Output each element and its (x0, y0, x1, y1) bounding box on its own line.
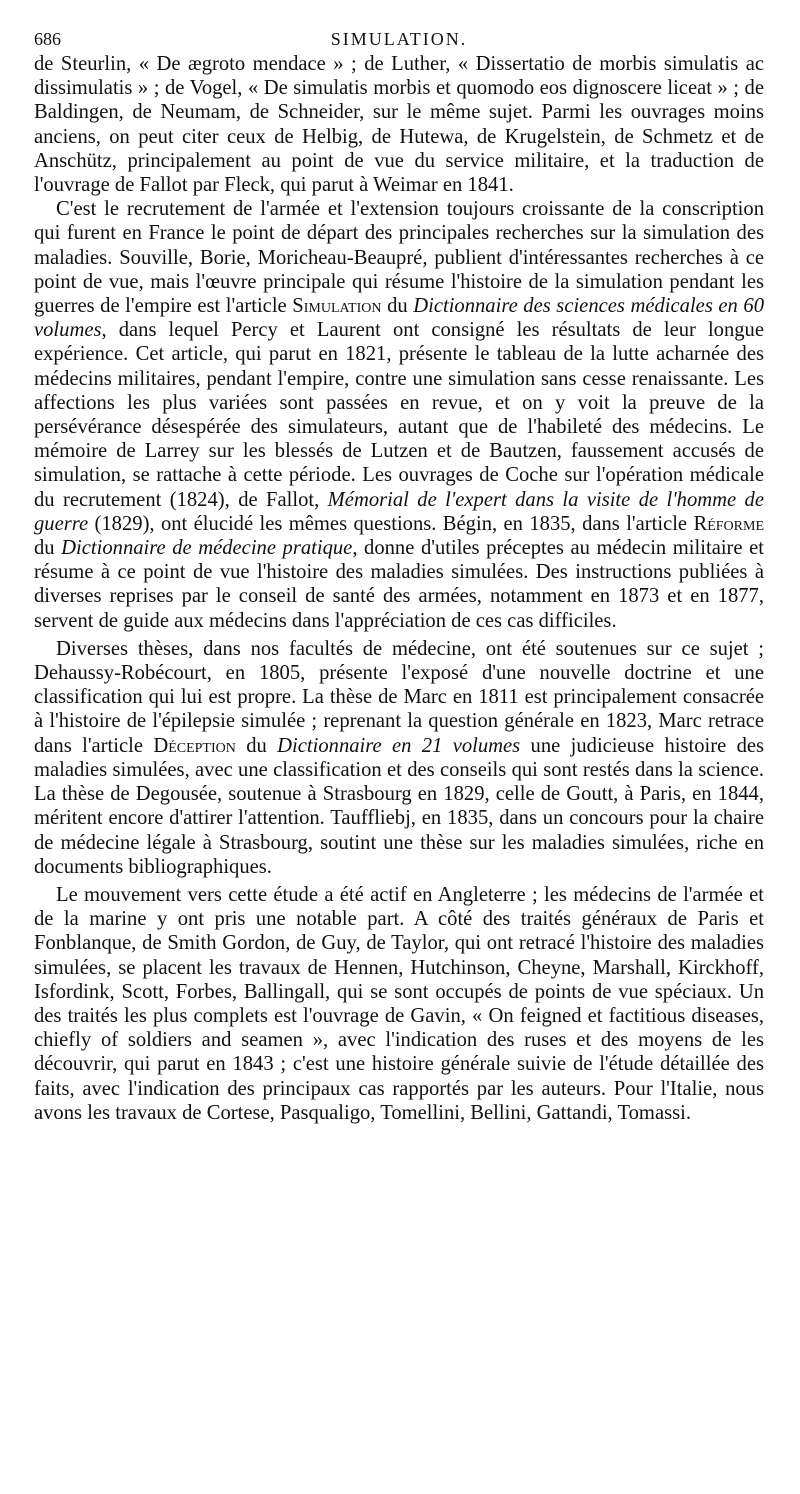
paragraph-2-text-k: , donne d'utiles préceptes au médecin militaire et résume à ce point de vue l'histoire des maladies simulées. Des instructions publiées à diverses reprises par le conseil de santé des armées, notamment en 1873 et en 1877, servent de guide aux médecins dans l'appréciation de ces cas difficiles. (34, 537, 764, 632)
paragraph-2-text-i: du (34, 537, 62, 560)
paragraph-4: Le mouvement vers cette étude a été actif en Angleterre ; les médecins de l'armée et de la marine y ont pris une notable part. A côté des traités généraux de Paris et Fonblanque, de Smith Gordon, de Guy, de Taylor, qui ont retracé l'histoire des maladies simulées, se placent les travaux de Hennen, Hutchinson, Cheyne, Marshall, Kirckhoff, Isfordink, Scott, Forbes, Ballingall, qui se sont occupés de points de vue spéciaux. Un des traités les plus complets est l'ouvrage de Gavin, « On feigned et factitious diseases, chiefly of soldiers and seamen », avec l'indication des ruses et des moyens de les découvrir, qui parut en 1843 ; c'est une histoire générale suivie de l'étude détaillée des faits, avec l'indication des principaux cas rapportés par les auteurs. Pour l'Italie, nous avons les travaux de Cortese, Pasqualigo, Tomellini, Bellini, Gattandi, Tomassi. (34, 883, 764, 1124)
dictionary-title-medecine-pratique: Dictionnaire de médecine pratique (61, 537, 353, 560)
paragraph-3-text-a: Diverses thèses, dans nos facultés de médecine, ont été soutenues sur ce sujet ; Dehaussy-Robécourt, en 1805, présente l'exposé d'une nouvelle doctrine et une classification qui lui est propre. La thèse de Marc en 1811 est principalement consacrée à l'histoire de l'épilepsie simulée ; reprenant la question générale en 1823, Marc retrace dans l'article (34, 637, 764, 757)
paragraph-3-text-c: du (235, 734, 278, 757)
page-header (34, 26, 764, 52)
article-title-simulation: Simulation (292, 295, 382, 318)
paragraph-2-text-e: , dans lequel Percy et Laurent ont consigné les résultats de leur longue expérience. Cet article, qui parut en 1821, présente le tableau de la lutte acharnée des médecins militaires, pendant l'empire, contre une simulation sans cesse renaissante. Les affections les plus variées sont passées en revue, et on y voit la preuve de la persévérance désespérée des simulateurs, autant que de l'habileté des médecins. Le mémoire de Larrey sur les blessés de Lutzen et de Bautzen, faussement accusés de simulation, se rattache à cette période. Les ouvrages de Coche sur l'opération médicale du recrutement (1824), de Fallot, (34, 319, 764, 511)
body-text (34, 52, 764, 1125)
article-title-reforme: Réforme (693, 512, 764, 535)
dictionary-title-sciences-medicales: Dictionnaire des sciences médicales en 60 volumes (34, 295, 764, 342)
page-number: 686 (34, 29, 61, 49)
paragraph-3 (34, 637, 764, 879)
dictionary-title-21-volumes: Dictionnaire en 21 volumes (277, 734, 521, 757)
article-title-deception: Déception (153, 734, 236, 757)
paragraph-2 (34, 197, 764, 633)
paragraph-1: de Steurlin, « De ægroto mendace » ; de Luther, « Dissertatio de morbis simulatis ac dissimulatis » ; de Vogel, « De simulatis morbis et quomodo eos dignoscere liceat » ; de Baldingen, de Neumam, de Schneider, sur le même sujet. Parmi les ouvrages moins anciens, on peut citer ceux de Helbig, de Hutewa, de Krugelstein, de Schmetz et de Anschütz, principalement au point de vue du service militaire, et la traduction de l'ouvrage de Fallot par Fleck, qui parut à Weimar en 1841. (34, 53, 764, 197)
paragraph-2-text-c: du (381, 295, 414, 318)
book-page (34, 26, 764, 1125)
paragraph-2-text-g: (1829), ont élucidé les mêmes questions. Bégin, en 1835, dans l'article (88, 512, 694, 535)
running-title: SIMULATION. (330, 29, 468, 49)
memorial-title: Mémorial de l'expert dans la visite de l'homme de guerre (34, 488, 764, 535)
paragraph-2-text-a: C'est le recrutement de l'armée et l'extension toujours croissante de la conscription qui furent en France le point de départ des principales recherches sur la simulation des maladies. Souville, Borie, Moricheau-Beaupré, publient d'intéressantes recherches à ce point de vue, mais l'œuvre principale qui résume l'histoire de la simulation pendant les guerres de l'empire est l'article (34, 198, 764, 318)
paragraph-3-text-e: une judicieuse histoire des maladies simulées, avec une classification et des conseils qui sont restés dans la science. La thèse de Degousée, soutenue à Strasbourg en 1829, celle de Goutt, à Paris, en 1844, méritent encore d'attirer l'attention. Tauffliebj, en 1835, dans un concours pour la chaire de médecine légale à Strasbourg, soutint une thèse sur les maladies simulées, riche en documents bibliographiques. (34, 734, 765, 878)
